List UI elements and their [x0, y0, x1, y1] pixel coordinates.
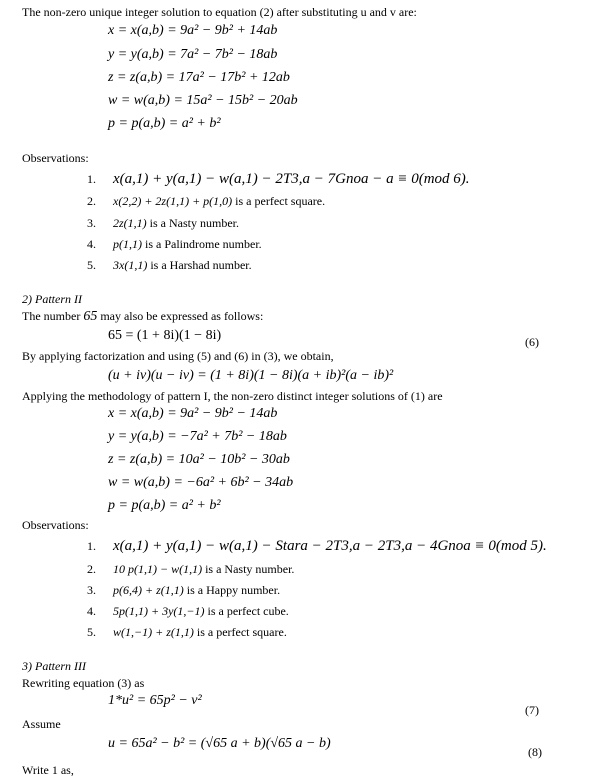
equation-p: p = p(a,b) = a² + b² — [108, 116, 221, 131]
item-text: is a perfect square. — [232, 194, 326, 208]
item-text: is a Harshad number. — [147, 258, 252, 272]
pattern2-text: By applying factorization and using (5) and (6) in (3), we obtain, — [22, 349, 334, 363]
equation-y: y = y(a,b) = −7a² + 7b² − 18ab — [108, 429, 287, 444]
list-item — [80, 539, 547, 554]
item-math: p(1,1) — [113, 237, 142, 251]
equation-factorization: (u + iv)(u − iv) = (1 + 8i)(1 − 8i)(a + ib)²(a − ib)² — [108, 368, 394, 383]
item-math: x(2,2) + 2z(1,1) + p(1,0) — [113, 194, 233, 208]
list-item — [80, 172, 470, 187]
equation-65: 65 = (1 + 8i)(1 − 8i) — [108, 328, 222, 343]
item-number: 4. — [87, 237, 96, 251]
item-number: 1. — [87, 172, 96, 186]
equation-x: x = x(a,b) = 9a² − 9b² + 14ab — [108, 23, 278, 38]
item-number: 3. — [87, 216, 96, 230]
list-item — [80, 563, 294, 575]
item-math: 10 p(1,1) − w(1,1) — [113, 562, 203, 576]
item-text: is a perfect square. — [193, 625, 287, 639]
observations-heading: Observations: — [22, 518, 89, 532]
item-math: p(6,4) + z(1,1) — [113, 583, 184, 597]
pattern2-intro — [22, 310, 263, 324]
text-part: The number — [22, 309, 84, 323]
pattern3-heading: 3) Pattern III — [22, 659, 86, 673]
list-item — [80, 626, 287, 638]
item-number: 4. — [87, 604, 96, 618]
equation-z: z = z(a,b) = 10a² − 10b² − 30ab — [108, 452, 290, 467]
list-item — [80, 584, 280, 596]
list-item — [80, 195, 325, 207]
pattern3-text: Rewriting equation (3) as — [22, 676, 145, 690]
item-text: is a Nasty number. — [202, 562, 295, 576]
item-number: 5. — [87, 625, 96, 639]
equation-rewrite: 1*u² = 65p² − v² — [108, 693, 202, 708]
equation-w: w = w(a,b) = 15a² − 15b² − 20ab — [108, 93, 298, 108]
item-math: 5p(1,1) + 3y(1,−1) — [113, 604, 205, 618]
intro-text: The non-zero unique integer solution to equation (2) after substituting u and v are: — [22, 5, 417, 19]
item-number: 1. — [87, 539, 96, 553]
item-math: x(a,1) + y(a,1) − w(a,1) − Stara − 2T3,a − 2T3,a − 4Gnoa ≡ 0(mod 5). — [113, 538, 547, 554]
equation-number-8: (8) — [528, 745, 542, 759]
equation-number-7: (7) — [525, 703, 539, 717]
equation-w: w = w(a,b) = −6a² + 6b² − 34ab — [108, 475, 294, 490]
equation-number-6: (6) — [525, 335, 539, 349]
list-item — [80, 259, 252, 271]
equation-z: z = z(a,b) = 17a² − 17b² + 12ab — [108, 70, 290, 85]
item-text: is a Palindrome number. — [142, 237, 262, 251]
item-math: 2z(1,1) — [113, 216, 147, 230]
number-65: 65 — [83, 309, 98, 324]
item-number: 2. — [87, 562, 96, 576]
item-math: x(a,1) + y(a,1) − w(a,1) − 2T3,a − 7Gnoa − a ≡ 0(mod 6). — [113, 171, 470, 187]
item-math: 3x(1,1) — [113, 258, 148, 272]
item-math: w(1,−1) + z(1,1) — [113, 625, 194, 639]
equation-assume: u = 65a² − b² = (√65 a + b)(√65 a − b) — [108, 736, 331, 751]
item-number: 3. — [87, 583, 96, 597]
item-number: 2. — [87, 194, 96, 208]
item-text: is a perfect cube. — [204, 604, 289, 618]
pattern2-text: Applying the methodology of pattern I, the non-zero distinct integer solutions of (1) are — [22, 389, 443, 403]
equation-y: y = y(a,b) = 7a² − 7b² − 18ab — [108, 47, 278, 62]
pattern3-assume: Assume — [22, 717, 61, 731]
equation-x: x = x(a,b) = 9a² − 9b² − 14ab — [108, 406, 278, 421]
observations-heading: Observations: — [22, 151, 89, 165]
item-text: is a Nasty number. — [146, 216, 239, 230]
item-number: 5. — [87, 258, 96, 272]
list-item — [80, 605, 289, 617]
equation-p: p = p(a,b) = a² + b² — [108, 498, 221, 513]
item-text: is a Happy number. — [183, 583, 281, 597]
list-item — [80, 238, 262, 250]
pattern3-write: Write 1 as, — [22, 763, 74, 777]
text-part: may also be expressed as follows: — [97, 309, 264, 323]
list-item — [80, 217, 239, 229]
pattern2-heading: 2) Pattern II — [22, 292, 82, 306]
